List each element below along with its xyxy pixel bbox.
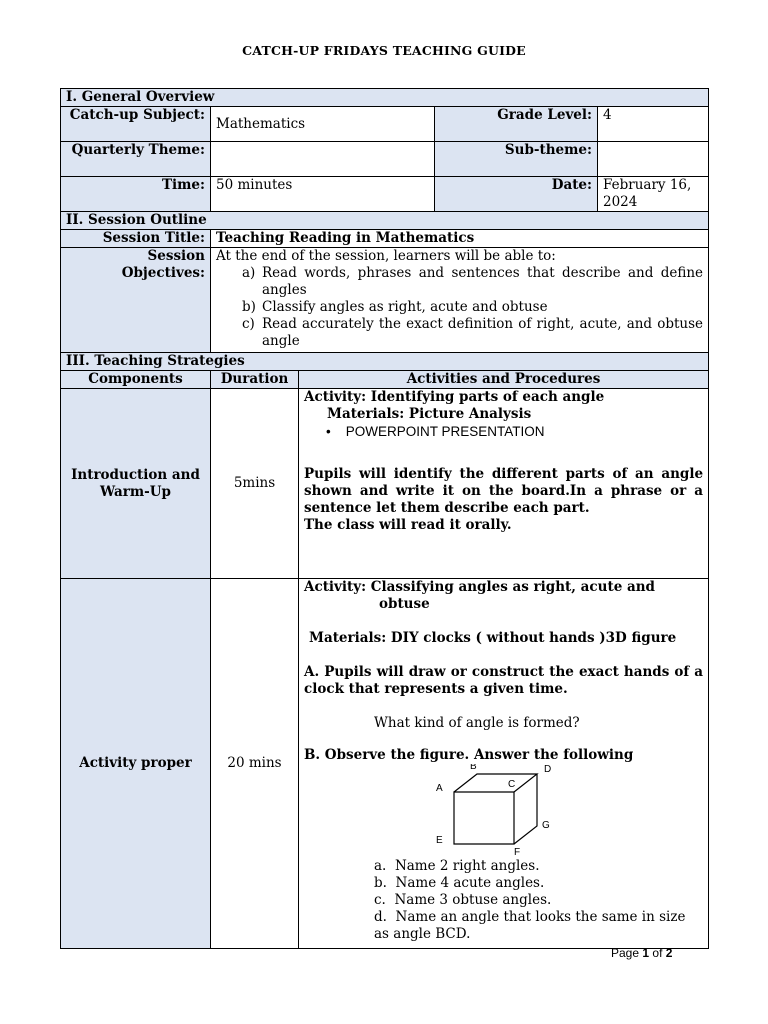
intro-procedure: Pupils will identify the different parts of an angle shown and write it on the board.In a phrase or a sentence let them describe each part. xyxy=(304,466,704,516)
page-title: CATCH-UP FRIDAYS TEACHING GUIDE xyxy=(242,43,526,58)
cube-label-e: E xyxy=(436,835,443,846)
objective-item: a) Read words, phrases and sentences that describe and define angles xyxy=(242,265,704,298)
cube-figure xyxy=(304,764,703,858)
question-item: d. Name an angle that looks the same in size as angle BCD. xyxy=(374,909,686,942)
cube-label-d: D xyxy=(544,764,552,775)
cube-label-a: A xyxy=(436,783,443,794)
question-item: a. Name 2 right angles. xyxy=(374,858,540,874)
bullet-icon: • xyxy=(326,424,331,439)
proper-part-a: A. Pupils will draw or construct the exact hands of a clock that represents a given time. xyxy=(304,664,704,697)
intro-materials: Materials: Picture Analysis xyxy=(327,406,532,422)
intro-activity-cell xyxy=(299,389,709,579)
session-title-label: Session Title: xyxy=(61,230,211,248)
intro-component: Introduction and Warm-Up xyxy=(61,389,211,579)
intro-duration: 5mins xyxy=(211,389,299,579)
col-activities: Activities and Procedures xyxy=(299,371,709,389)
intro-activity-title: Activity: Identifying parts of each angle xyxy=(304,389,605,405)
theme-label: Quarterly Theme: xyxy=(61,142,211,177)
objective-item: c) Read accurately the exact definition of right, acute, and obtuse angle xyxy=(242,316,704,349)
objectives-intro: At the end of the session, learners will be able to: xyxy=(216,248,556,264)
subject-value: Mathematics xyxy=(211,107,435,142)
section-teaching-strategies: III. Teaching Strategies xyxy=(61,353,709,371)
col-components: Components xyxy=(61,371,211,389)
proper-duration: 20 mins xyxy=(211,579,299,949)
proper-part-b: B. Observe the figure. Answer the following xyxy=(304,747,634,763)
subtheme-label: Sub-theme: xyxy=(435,142,598,177)
cube-label-g: G xyxy=(542,820,550,831)
time-label: Time: xyxy=(61,177,211,212)
theme-value xyxy=(211,142,435,177)
objectives-cell xyxy=(211,248,709,353)
time-value: 50 minutes xyxy=(211,177,435,212)
cube-side-face xyxy=(514,774,537,844)
cube-label-b: B xyxy=(470,764,477,772)
objectives-list xyxy=(216,265,703,350)
cube-diagram xyxy=(432,764,572,856)
proper-question: What kind of angle is formed? xyxy=(374,715,580,731)
proper-activity-cell xyxy=(299,579,709,949)
col-duration: Duration xyxy=(211,371,299,389)
intro-bullet-item: • POWERPOINT PRESENTATION xyxy=(326,424,545,439)
cube-label-c: C xyxy=(508,779,516,790)
subject-label: Catch-up Subject: xyxy=(61,107,211,142)
question-item: b. Name 4 acute angles. xyxy=(374,875,545,891)
proper-component: Activity proper xyxy=(61,579,211,949)
date-label: Date: xyxy=(435,177,598,212)
cube-front-face xyxy=(454,792,514,844)
date-value: February 16, 2024 xyxy=(598,177,709,212)
teaching-guide-table xyxy=(60,88,709,949)
cube-label-f: F xyxy=(514,847,521,856)
section-session-outline: II. Session Outline xyxy=(61,212,709,230)
proper-activity-title-cont: obtuse xyxy=(379,596,430,612)
objectives-label: Session Objectives: xyxy=(61,248,211,353)
question-item: c. Name 3 obtuse angles. xyxy=(374,892,552,908)
intro-closing: The class will read it orally. xyxy=(304,517,512,533)
section-general-overview: I. General Overview xyxy=(61,89,709,107)
objective-item: b) Classify angles as right, acute and obtuse xyxy=(242,299,548,315)
grade-label: Grade Level: xyxy=(435,107,598,142)
session-title-value: Teaching Reading in Mathematics xyxy=(211,230,709,248)
subtheme-value xyxy=(598,142,709,177)
cube-top-face xyxy=(454,774,537,792)
questions-list xyxy=(374,858,703,943)
page-number: Page 1 of 2 xyxy=(611,946,673,960)
proper-activity-title: Activity: Classifying angles as right, acute and xyxy=(304,579,655,595)
proper-materials: Materials: DIY clocks ( without hands )3D figure xyxy=(309,630,677,646)
grade-value: 4 xyxy=(598,107,709,142)
